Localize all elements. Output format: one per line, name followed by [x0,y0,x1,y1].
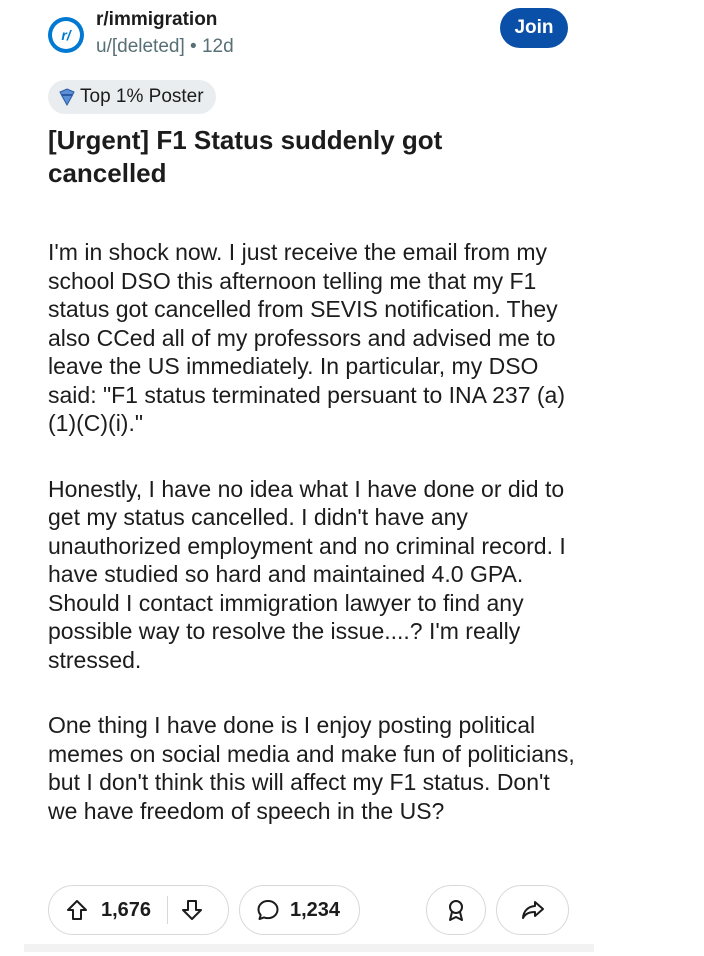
vote-bar [48,885,229,935]
comments-button[interactable] [239,885,360,935]
downvote-icon[interactable] [180,898,204,922]
flair-shield-icon [58,88,76,106]
body-paragraph: I'm in shock now. I just receive the email from my school DSO this afternoon telling me that my F1 status got cancelled from SEVIS notification. They also CCed all of my professors and advised me to leave the US immediately. In particular, my DSO said: "F1 status terminated persuant to INA 237 (a)(1)(C)(i)." [48,239,565,436]
post-title[interactable]: [Urgent] F1 Status suddenly got cancelled [48,125,443,188]
bottom-divider [24,944,594,952]
vote-divider [167,896,168,924]
body-paragraph: One thing I have done is I enjoy posting political memes on social media and make fun of politicians, but I don't think this will affect my F1 status. Don't we have freedom of speech in the US? [48,712,575,824]
upvote-icon[interactable] [65,898,89,922]
meta-separator: • [190,36,202,57]
body-paragraph: Honestly, I have no idea what I have done or did to get my status cancelled. I didn't have any unauthorized employment and no criminal record. I have studied so hard and maintained 4.0 GPA. Should I contact immigration lawyer to find any possible way to resolve the issue....? I'm really stressed. [48,475,566,673]
upvote-count: 1,676 [101,898,152,921]
author-name[interactable]: u/[deleted] [96,36,185,57]
award-button[interactable] [426,885,486,935]
share-button[interactable] [496,885,569,935]
post-body [48,238,578,862]
award-icon [444,898,468,922]
subreddit-name[interactable]: r/immigration [96,9,218,30]
subreddit-icon-text: r/ [52,21,80,49]
user-flair [48,80,216,114]
flair-label: Top 1% Poster [80,86,204,107]
share-icon [520,898,546,922]
post-meta [96,36,234,58]
comment-count: 1,234 [290,898,341,921]
post-age: 12d [201,36,234,57]
join-button[interactable]: Join [500,8,568,48]
post-actions [48,885,570,937]
post-header [48,8,568,68]
comment-icon [256,898,280,922]
subreddit-icon[interactable] [48,17,84,53]
